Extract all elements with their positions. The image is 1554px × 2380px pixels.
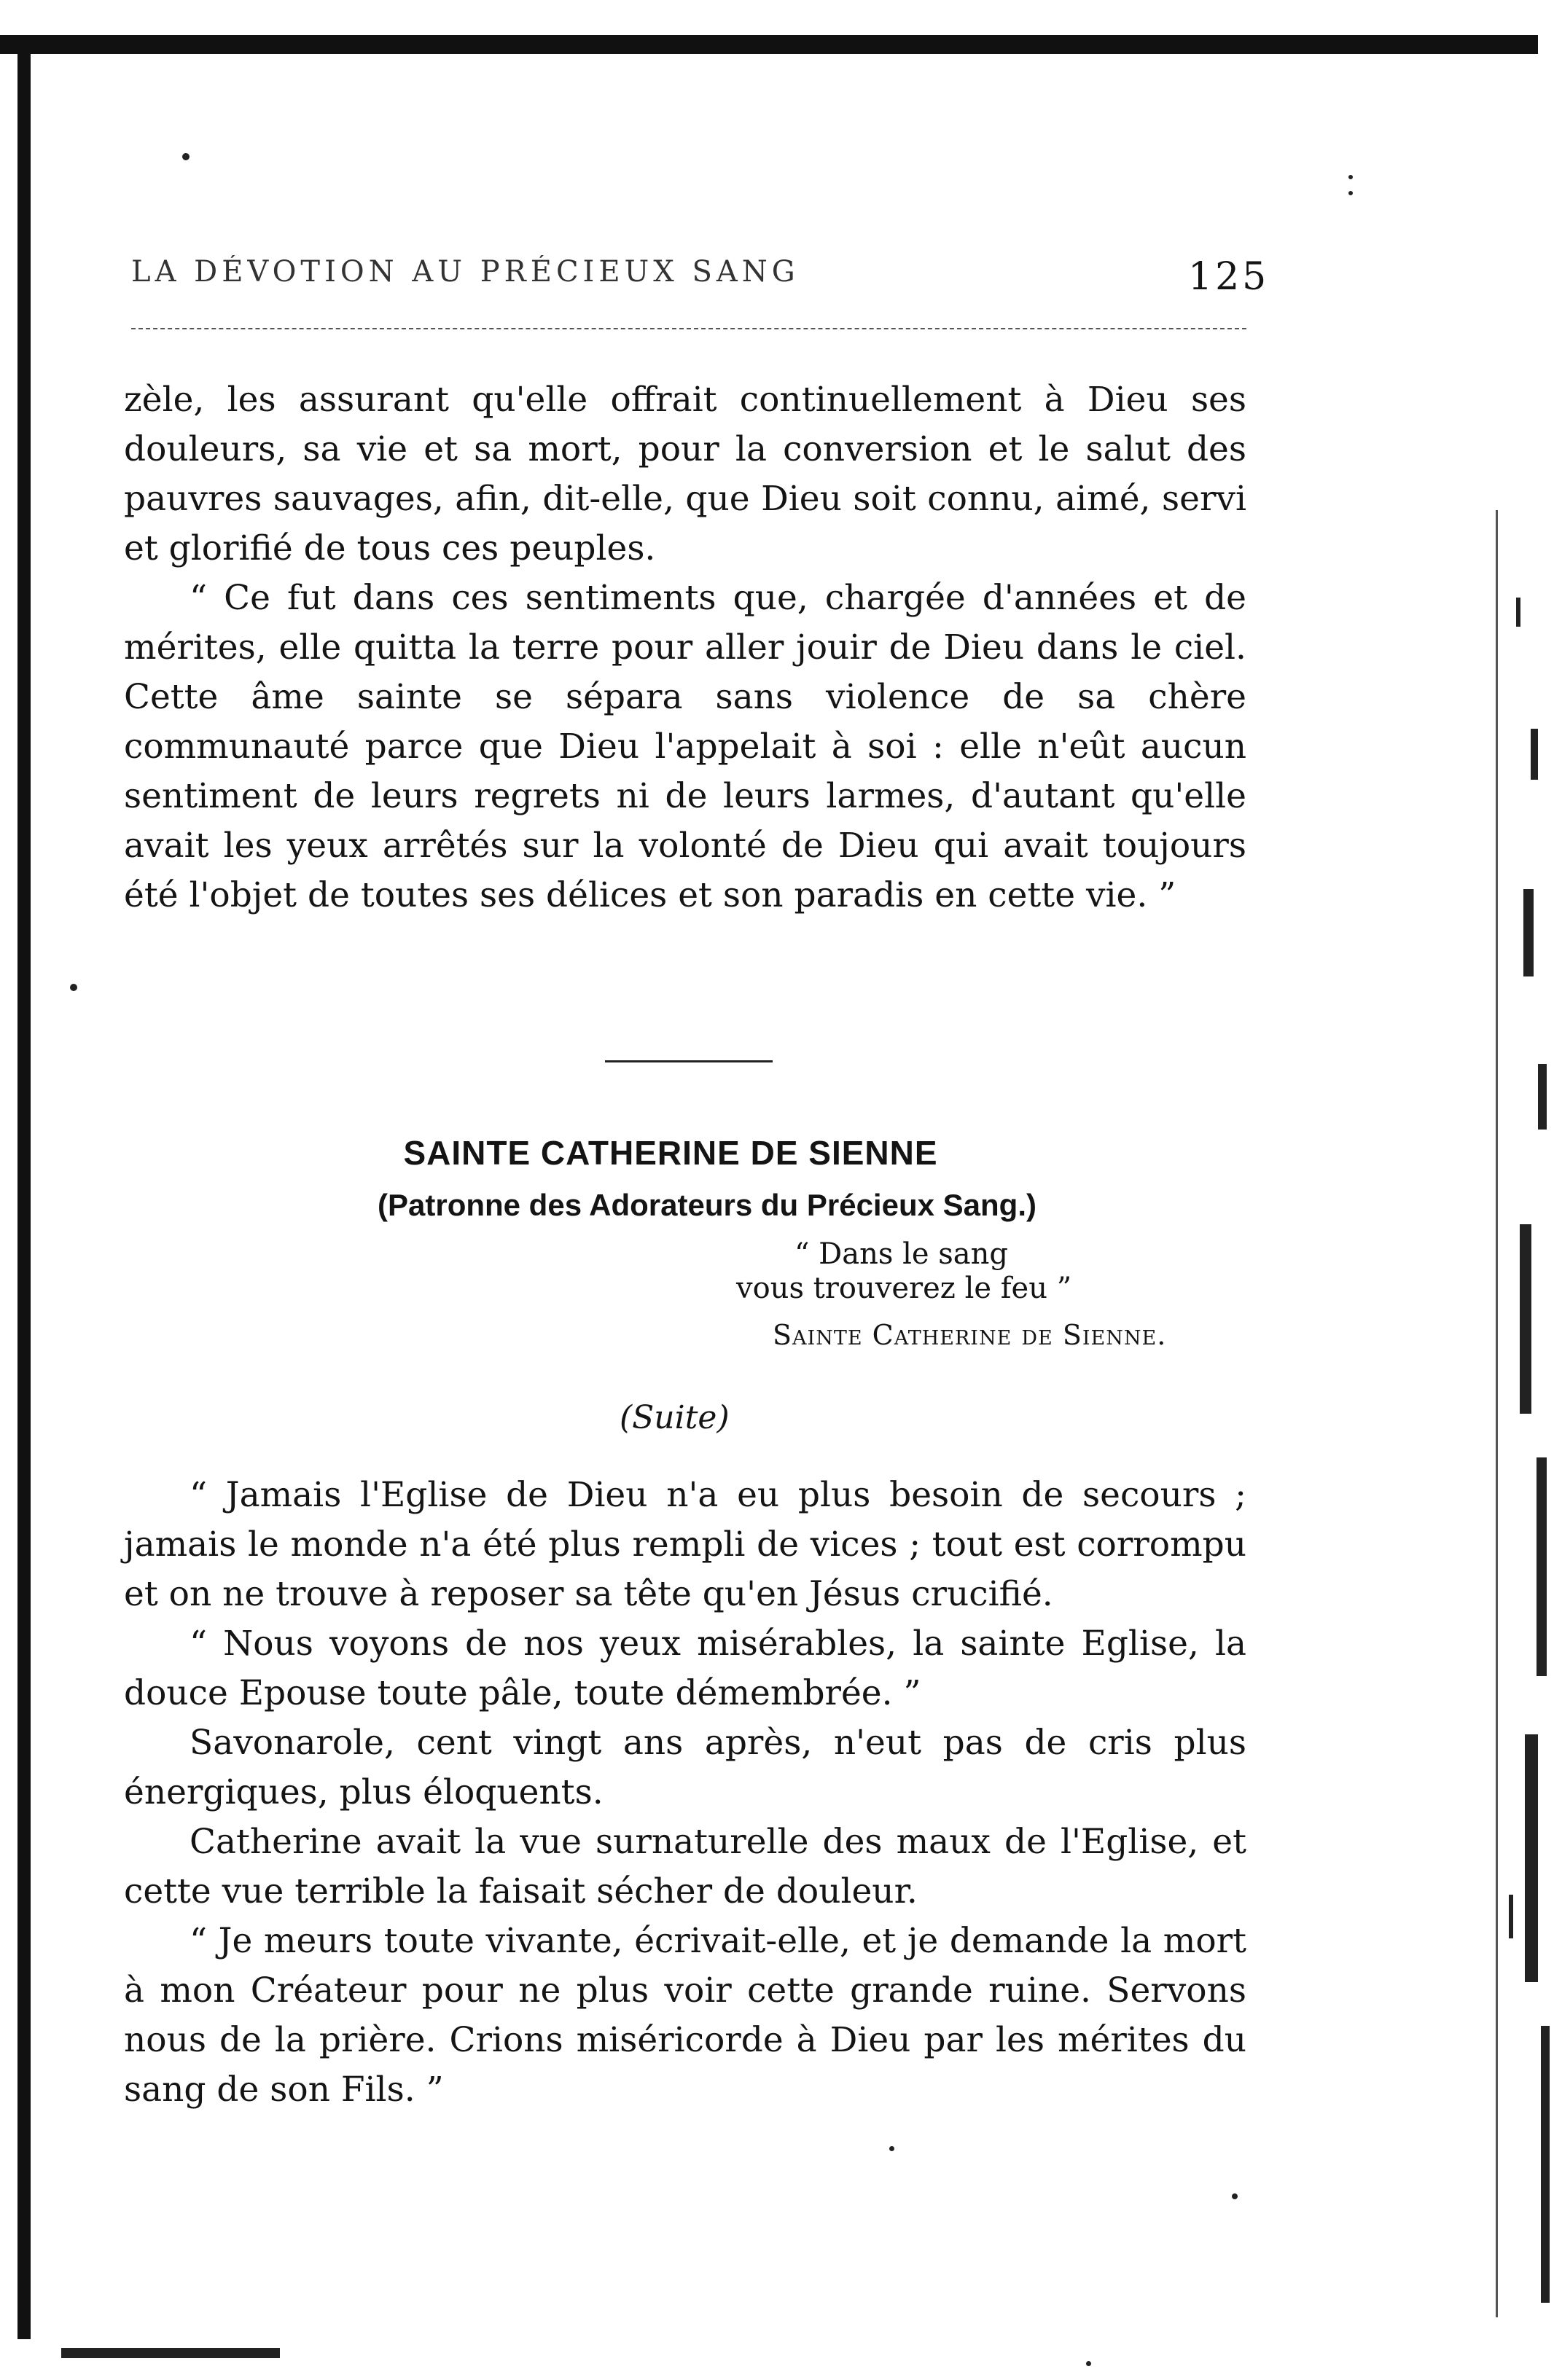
paragraph: “ Ce fut dans ces sentiments que, chargée d'années et de mérites, elle quitta la terre pour aller jouir de Dieu dans le ciel. Cette âme sainte se sépara sans violence de sa chère communauté parce que Dieu l'appelait à soi : elle n'eût aucun sentiment de leurs regrets ni de leurs larmes, d'autant qu'elle avait les yeux arrêtés sur la volonté de Dieu qui avait toujours été l'objet de toutes ses délices et son paradis en cette vie. ”	[124, 578, 1246, 915]
page-number: 125	[1188, 255, 1270, 299]
running-head: LA DÉVOTION AU PRÉCIEUX SANG	[131, 255, 800, 289]
scan-right-edge-noise	[1487, 510, 1554, 2368]
epigraph-line: “ Dans le sang	[794, 1237, 1009, 1271]
scan-top-border	[0, 35, 1538, 54]
section-title: SAINTE CATHERINE DE SIENNE	[403, 1134, 938, 1172]
paragraph: “ Nous voyons de nos yeux misérables, la sainte Eglise, la douce Epouse toute pâle, toute démembrée. ”	[124, 1624, 1246, 1713]
scan-speck	[1348, 191, 1353, 195]
paragraph: “ Je meurs toute vivante, écrivait-elle, et je demande la mort à mon Créateur pour ne plus voir cette grande ruine. Servons nous de la prière. Crions miséricorde à Dieu par les mérites du sang de son Fils. ”	[124, 1921, 1246, 2110]
scan-speck	[182, 153, 190, 160]
scan-speck	[889, 2146, 894, 2151]
scan-bottom-mark	[61, 2348, 280, 2358]
paragraph: Catherine avait la vue surnaturelle des maux de l'Eglise, et cette vue terrible la faisait sécher de douleur.	[124, 1822, 1246, 1911]
header-rule	[131, 328, 1246, 329]
scan-left-border	[17, 44, 31, 2339]
section-subtitle: (Patronne des Adorateurs du Précieux Sang.)	[378, 1188, 1036, 1222]
scan-speck	[70, 984, 77, 991]
section-separator	[605, 1060, 773, 1062]
epigraph-line: vous trouverez le feu ”	[736, 1272, 1072, 1305]
paragraph: Savonarole, cent vingt ans après, n'eut pas de cris plus énergiques, plus éloquents.	[124, 1723, 1246, 1812]
scan-speck	[1232, 2193, 1238, 2199]
scan-speck	[1348, 175, 1353, 179]
scan-speck	[1086, 2361, 1091, 2366]
continuation-note: (Suite)	[620, 1399, 730, 1436]
paragraph: zèle, les assurant qu'elle offrait continuellement à Dieu ses douleurs, sa vie et sa mort, pour la conversion et le salut des pauvres sauvages, afin, dit-elle, que Dieu soit connu, aimé, servi et glorifié de tous ces peuples.	[124, 380, 1246, 568]
paragraph: “ Jamais l'Eglise de Dieu n'a eu plus besoin de secours ; jamais le monde n'a été plus rempli de vices ; tout est corrompu et on ne trouve à reposer sa tête qu'en Jésus crucifié.	[124, 1475, 1246, 1614]
epigraph-attribution: Sainte Catherine de Sienne.	[773, 1319, 1167, 1351]
